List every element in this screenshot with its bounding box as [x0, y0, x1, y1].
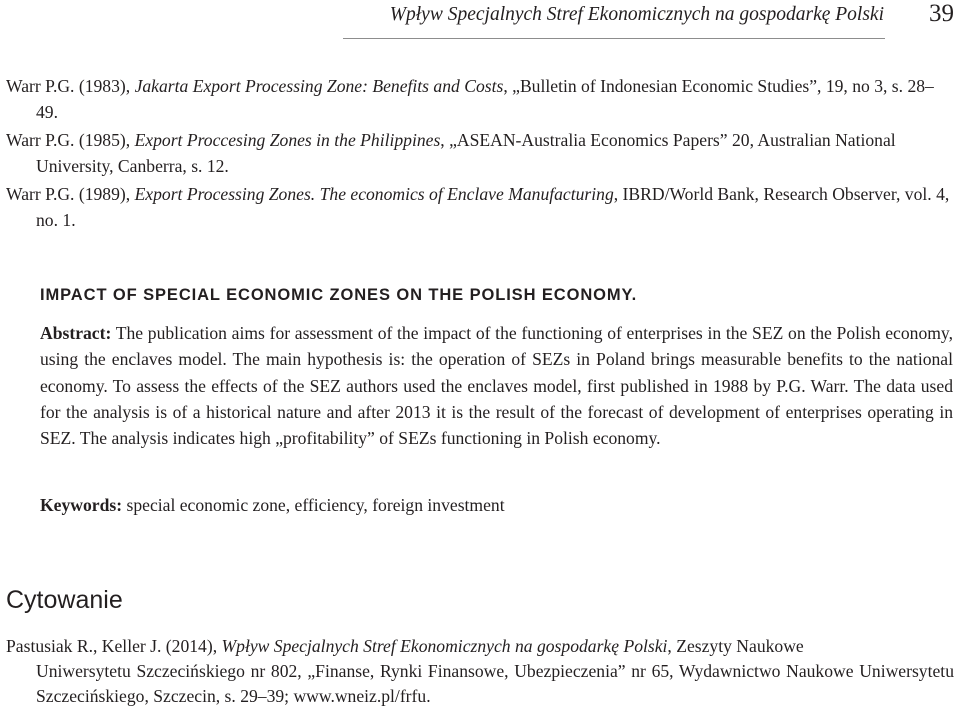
keywords: [40, 492, 953, 518]
abstract-text: The publication aims for assessment of the impact of the functioning of enterprises in the SEZ on the Polish economy, using the enclaves model. The main hypothesis is: the operation of SEZs in Poland brings measurable benefits to the national economy. To assess the effects of the SEZ authors used the enclaves model, first published in 1988 by P.G. Warr. The data used for the analysis is of a historical nature and after 2013 it is the result of the forecast of development of enterprises operating in SEZ. The analysis indicates high „profitability” of SEZs functioning in Polish economy.: [40, 323, 953, 449]
reference-item: Warr P.G. (1989), Export Processing Zones. The economics of Enclave Manufacturing, IBRD/World Bank, Research Observer, vol. 4, no. 1.: [6, 184, 950, 230]
reference-list: [6, 73, 954, 235]
citation-heading: Cytowanie: [6, 586, 123, 614]
citation: [6, 634, 954, 709]
header-rule: [343, 38, 885, 39]
running-title: Wpływ Specjalnych Stref Ekonomicznych na gospodarkę Polski: [389, 4, 884, 25]
reference-item: Warr P.G. (1983), Jakarta Export Processing Zone: Benefits and Costs, „Bulletin of Indonesian Economic Studies”, 19, no 3, s. 28–49.: [6, 76, 934, 122]
keywords-text: special economic zone, efficiency, foreign investment: [126, 495, 505, 515]
citation-first-line: Pastusiak R., Keller J. (2014), Wpływ Specjalnych Stref Ekonomicznych na gospodarkę Polski, Zeszyty Naukowe: [6, 636, 804, 656]
citation-continuation: Uniwersytetu Szczecińskiego nr 802, „Finanse, Rynki Finansowe, Ubezpieczenia” nr 65, Wydawnictwo Naukowe Uniwersytetu Szczecińskiego, Szczecin, s. 29–39; www.wneiz.pl/frfu.: [36, 661, 954, 706]
page-number: 39: [929, 0, 954, 27]
reference-item: Warr P.G. (1985), Export Proccesing Zones in the Philippines, „ASEAN-Australia Economics Papers” 20, Australian National University, Canberra, s. 12.: [6, 130, 896, 176]
page-header: [0, 0, 960, 40]
english-title: IMPACT OF SPECIAL ECONOMIC ZONES ON THE POLISH ECONOMY.: [40, 286, 638, 304]
abstract-label: Abstract:: [40, 323, 112, 343]
abstract: [40, 320, 953, 451]
keywords-label: Keywords:: [40, 495, 123, 515]
